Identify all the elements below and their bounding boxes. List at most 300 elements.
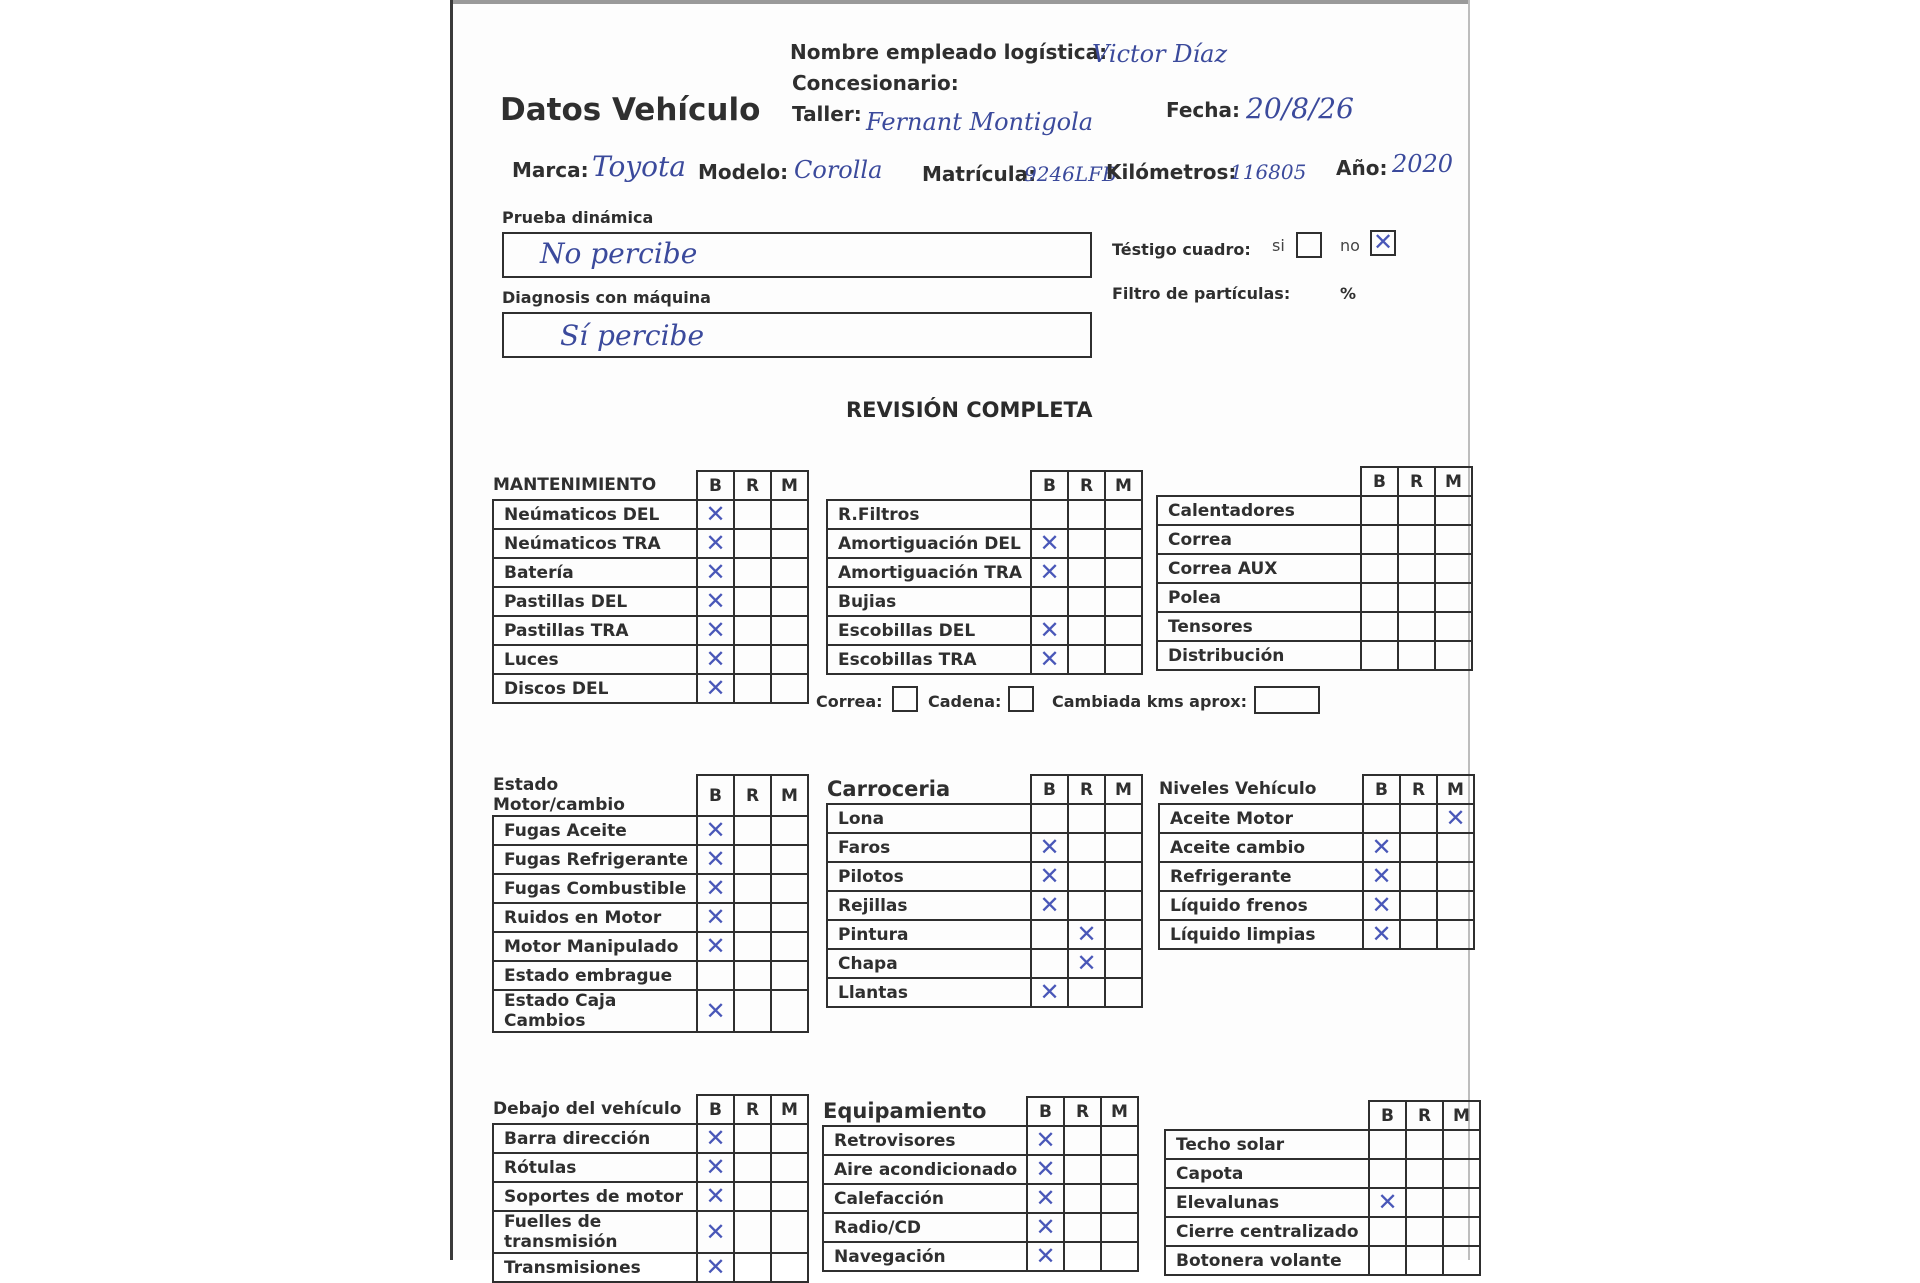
- rating-cell-m[interactable]: [1101, 1126, 1138, 1155]
- rating-cell-b[interactable]: [1369, 1246, 1406, 1275]
- section-title-text: MANTENIMIENTO: [493, 475, 657, 495]
- rating-cell-r[interactable]: [1068, 529, 1105, 558]
- section-title: [823, 1097, 1027, 1126]
- rating-cell-m[interactable]: [1437, 920, 1474, 949]
- rating-cell-m[interactable]: [1437, 891, 1474, 920]
- rating-cell-m[interactable]: [1101, 1184, 1138, 1213]
- column-header-b: B: [1369, 1101, 1406, 1130]
- rating-cell-r[interactable]: [1068, 616, 1105, 645]
- rating-cell-b[interactable]: [697, 961, 734, 990]
- check-mark: ✕: [705, 1153, 726, 1181]
- item-label: Escobillas DEL: [827, 616, 1031, 645]
- check-mark: ✕: [1039, 978, 1060, 1006]
- rating-cell-r[interactable]: [1400, 804, 1437, 833]
- rating-cell-b[interactable]: [1031, 804, 1068, 833]
- rating-cell-r[interactable]: [734, 1182, 771, 1211]
- rating-cell-r[interactable]: [1400, 891, 1437, 920]
- rating-cell-m[interactable]: [771, 1182, 808, 1211]
- rating-cell-m[interactable]: [1105, 529, 1142, 558]
- cadena-label: Cadena:: [928, 692, 1002, 711]
- rating-cell-b[interactable]: [1027, 1184, 1064, 1213]
- check-mark: ✕: [1371, 920, 1392, 948]
- rating-cell-r[interactable]: [734, 845, 771, 874]
- rating-cell-r[interactable]: [734, 529, 771, 558]
- rating-cell-b[interactable]: [1361, 612, 1398, 641]
- item-label: Faros: [827, 833, 1031, 862]
- item-label: Tensores: [1157, 612, 1361, 641]
- rating-cell-b[interactable]: [697, 816, 734, 845]
- date-value[interactable]: 20/8/26: [1246, 92, 1354, 125]
- rating-cell-r[interactable]: [1406, 1246, 1443, 1275]
- check-mark: ✕: [1039, 529, 1060, 557]
- form-title: Datos Vehículo: [500, 92, 761, 128]
- check-mark: ✕: [1076, 920, 1097, 948]
- table-row: [493, 1124, 808, 1153]
- rating-cell-b[interactable]: [1361, 641, 1398, 670]
- rating-cell-m[interactable]: [1105, 500, 1142, 529]
- rating-cell-r[interactable]: [1406, 1188, 1443, 1217]
- rating-cell-r[interactable]: [734, 674, 771, 703]
- rating-cell-m[interactable]: [771, 674, 808, 703]
- plate-value[interactable]: 9246LFB: [1024, 162, 1117, 186]
- model-label: Modelo:: [698, 160, 789, 184]
- rating-cell-m[interactable]: [771, 1253, 808, 1282]
- section-title-text: Equipamiento: [823, 1099, 987, 1123]
- section-header-row: [827, 775, 1142, 804]
- rating-cell-b[interactable]: [697, 1182, 734, 1211]
- column-header-r: R: [734, 1095, 771, 1124]
- employee-label: Nombre empleado logística:: [790, 40, 1108, 64]
- rating-cell-b[interactable]: [1363, 862, 1400, 891]
- rating-cell-b[interactable]: [1031, 645, 1068, 674]
- rating-cell-b[interactable]: [1027, 1242, 1064, 1271]
- section-table-filtros: [826, 470, 1143, 675]
- warning-si-checkbox[interactable]: [1296, 232, 1322, 258]
- km-value[interactable]: 116805: [1230, 160, 1307, 184]
- section-header-row: [827, 471, 1142, 500]
- rating-cell-b[interactable]: [1031, 862, 1068, 891]
- check-mark: ✕: [705, 1253, 726, 1281]
- check-mark: ✕: [1371, 891, 1392, 919]
- section-table-mantenimiento: [492, 470, 809, 704]
- table-row: [493, 874, 808, 903]
- item-label: Retrovisores: [823, 1126, 1027, 1155]
- rating-cell-m[interactable]: [1105, 920, 1142, 949]
- dynamic-test-box[interactable]: [502, 232, 1092, 278]
- column-header-m: M: [771, 1095, 808, 1124]
- rating-cell-r[interactable]: [1398, 525, 1435, 554]
- rating-cell-r[interactable]: [1068, 978, 1105, 1007]
- section-equipamiento: [822, 1096, 1139, 1272]
- section-header-row: [493, 1095, 808, 1124]
- rating-cell-r[interactable]: [1406, 1159, 1443, 1188]
- rating-cell-m[interactable]: [1101, 1213, 1138, 1242]
- rating-cell-r[interactable]: [734, 990, 771, 1032]
- item-label: Aire acondicionado: [823, 1155, 1027, 1184]
- table-row: [1159, 920, 1474, 949]
- item-label: Escobillas TRA: [827, 645, 1031, 674]
- rating-cell-b[interactable]: [1027, 1213, 1064, 1242]
- rating-cell-r[interactable]: [1398, 583, 1435, 612]
- table-row: [827, 862, 1142, 891]
- rating-cell-b[interactable]: [1031, 500, 1068, 529]
- rating-cell-m[interactable]: [771, 616, 808, 645]
- table-row: [1157, 641, 1472, 670]
- rating-cell-b[interactable]: [1369, 1188, 1406, 1217]
- diagnosis-value: Sí percibe: [560, 319, 705, 352]
- year-value[interactable]: 2020: [1392, 150, 1454, 178]
- section-title: [827, 471, 1031, 500]
- model-value[interactable]: Corolla: [794, 156, 883, 184]
- rating-cell-r[interactable]: [1406, 1130, 1443, 1159]
- rating-cell-b[interactable]: [697, 500, 734, 529]
- rating-cell-r[interactable]: [1400, 920, 1437, 949]
- item-label: Capota: [1165, 1159, 1369, 1188]
- kms-label: Cambiada kms aprox:: [1052, 692, 1248, 711]
- table-row: [827, 616, 1142, 645]
- rating-cell-r[interactable]: [734, 500, 771, 529]
- column-header-m: M: [771, 775, 808, 816]
- item-label: Pastillas TRA: [493, 616, 697, 645]
- rating-cell-b[interactable]: [697, 1211, 734, 1253]
- item-label: Amortiguación TRA: [827, 558, 1031, 587]
- item-label: Chapa: [827, 949, 1031, 978]
- rating-cell-r[interactable]: [1400, 833, 1437, 862]
- rating-cell-m[interactable]: [1437, 833, 1474, 862]
- rating-cell-b[interactable]: [1369, 1217, 1406, 1246]
- section-table-niveles: [1158, 774, 1475, 950]
- rating-cell-b[interactable]: [697, 845, 734, 874]
- rating-cell-m[interactable]: [1443, 1246, 1480, 1275]
- rating-cell-b[interactable]: [697, 558, 734, 587]
- rating-cell-m[interactable]: [1101, 1242, 1138, 1271]
- rating-cell-r[interactable]: [1064, 1126, 1101, 1155]
- item-label: Distribución: [1157, 641, 1361, 670]
- column-header-m: M: [1435, 467, 1472, 496]
- rating-cell-m[interactable]: [771, 529, 808, 558]
- table-row: [827, 978, 1142, 1007]
- rating-cell-b[interactable]: [697, 529, 734, 558]
- check-mark: ✕: [705, 500, 726, 528]
- check-mark: ✕: [1039, 833, 1060, 861]
- rating-cell-r[interactable]: [734, 816, 771, 845]
- warning-light-label: Téstigo cuadro:: [1112, 240, 1251, 259]
- column-header-b: B: [1031, 775, 1068, 804]
- warning-no-checkbox[interactable]: [1370, 230, 1396, 256]
- check-mark: ✕: [705, 996, 726, 1025]
- rating-cell-m[interactable]: [771, 1211, 808, 1253]
- item-label: Fugas Combustible: [493, 874, 697, 903]
- rating-cell-r[interactable]: [1398, 641, 1435, 670]
- rating-cell-m[interactable]: [1435, 554, 1472, 583]
- rating-cell-b[interactable]: [1363, 833, 1400, 862]
- check-mark: ✕: [705, 903, 726, 931]
- rating-cell-m[interactable]: [1105, 587, 1142, 616]
- rating-cell-b[interactable]: [697, 587, 734, 616]
- item-label: Soportes de motor: [493, 1182, 697, 1211]
- warning-no-label: no: [1340, 236, 1360, 255]
- column-header-b: B: [1027, 1097, 1064, 1126]
- rating-cell-r[interactable]: [1400, 862, 1437, 891]
- table-row: [1165, 1159, 1480, 1188]
- rating-cell-r[interactable]: [1068, 920, 1105, 949]
- brand-value[interactable]: Toyota: [592, 150, 686, 183]
- rating-cell-b[interactable]: [1031, 587, 1068, 616]
- table-row: [1159, 891, 1474, 920]
- table-row: [493, 1253, 808, 1282]
- item-label: Llantas: [827, 978, 1031, 1007]
- table-row: [1159, 862, 1474, 891]
- employee-value[interactable]: Victor Díaz: [1092, 40, 1228, 68]
- check-mark: ✕: [705, 587, 726, 615]
- rating-cell-r[interactable]: [1068, 891, 1105, 920]
- km-label: Kilómetros:: [1106, 160, 1237, 184]
- rating-cell-b[interactable]: [1031, 529, 1068, 558]
- rating-cell-r[interactable]: [734, 1211, 771, 1253]
- table-row: [493, 1211, 808, 1253]
- table-row: [1157, 554, 1472, 583]
- year-label: Año:: [1336, 156, 1388, 180]
- check-mark: ✕: [705, 845, 726, 873]
- item-label: Fuelles de transmisión: [493, 1211, 697, 1253]
- rating-cell-b[interactable]: [697, 1153, 734, 1182]
- rating-cell-m[interactable]: [1443, 1188, 1480, 1217]
- check-mark: ✕: [705, 1124, 726, 1152]
- table-row: [493, 674, 808, 703]
- rating-cell-r[interactable]: [734, 932, 771, 961]
- rating-cell-r[interactable]: [1398, 496, 1435, 525]
- rating-cell-r[interactable]: [734, 1253, 771, 1282]
- rating-cell-m[interactable]: [1435, 612, 1472, 641]
- rating-cell-m[interactable]: [771, 1124, 808, 1153]
- column-header-r: R: [1406, 1101, 1443, 1130]
- rating-cell-m[interactable]: [1443, 1217, 1480, 1246]
- rating-cell-m[interactable]: [771, 903, 808, 932]
- rating-cell-r[interactable]: [1064, 1242, 1101, 1271]
- rating-cell-m[interactable]: [771, 990, 808, 1032]
- rating-cell-m[interactable]: [771, 845, 808, 874]
- column-header-m: M: [1101, 1097, 1138, 1126]
- rating-cell-b[interactable]: [1361, 496, 1398, 525]
- rating-cell-r[interactable]: [734, 645, 771, 674]
- item-label: Motor Manipulado: [493, 932, 697, 961]
- section-table-motor: [492, 774, 809, 1033]
- check-mark: ✕: [1035, 1155, 1056, 1183]
- section-title: [493, 1095, 697, 1124]
- rating-cell-m[interactable]: [771, 874, 808, 903]
- rating-cell-r[interactable]: [1398, 612, 1435, 641]
- rating-cell-m[interactable]: [1435, 641, 1472, 670]
- rating-cell-r[interactable]: [1068, 833, 1105, 862]
- rating-cell-m[interactable]: [1105, 645, 1142, 674]
- rating-cell-b[interactable]: [697, 1124, 734, 1153]
- table-row: [1157, 612, 1472, 641]
- rating-cell-r[interactable]: [1064, 1213, 1101, 1242]
- table-row: [493, 558, 808, 587]
- table-row: [1159, 833, 1474, 862]
- rating-cell-m[interactable]: [1435, 583, 1472, 612]
- correa-checkbox[interactable]: [892, 686, 918, 712]
- table-row: [823, 1155, 1138, 1184]
- item-label: Botonera volante: [1165, 1246, 1369, 1275]
- revision-title: REVISIÓN COMPLETA: [846, 398, 1093, 422]
- check-mark: ✕: [1035, 1126, 1056, 1154]
- diagnosis-box[interactable]: [502, 312, 1092, 358]
- section-title: [1165, 1101, 1369, 1130]
- rating-cell-r[interactable]: [734, 903, 771, 932]
- check-mark: ✕: [1371, 862, 1392, 890]
- rating-cell-b[interactable]: [1031, 978, 1068, 1007]
- rating-cell-r[interactable]: [734, 616, 771, 645]
- rating-cell-m[interactable]: [771, 645, 808, 674]
- item-label: Amortiguación DEL: [827, 529, 1031, 558]
- item-label: Aceite cambio: [1159, 833, 1363, 862]
- kms-input[interactable]: [1254, 686, 1320, 714]
- rating-cell-r[interactable]: [1406, 1217, 1443, 1246]
- rating-cell-m[interactable]: [1435, 496, 1472, 525]
- rating-cell-r[interactable]: [1068, 862, 1105, 891]
- rating-cell-b[interactable]: [697, 674, 734, 703]
- column-header-r: R: [734, 471, 771, 500]
- rating-cell-r[interactable]: [1398, 554, 1435, 583]
- rating-cell-m[interactable]: [1105, 616, 1142, 645]
- cadena-checkbox[interactable]: [1008, 686, 1034, 712]
- table-row: [827, 587, 1142, 616]
- column-header-r: R: [1068, 775, 1105, 804]
- table-row: [493, 616, 808, 645]
- check-mark: ✕: [705, 616, 726, 644]
- rating-cell-b[interactable]: [1363, 804, 1400, 833]
- rating-cell-b[interactable]: [1363, 920, 1400, 949]
- column-header-r: R: [1064, 1097, 1101, 1126]
- section-distribucion: [1156, 466, 1473, 671]
- workshop-value[interactable]: Fernant Montigola: [866, 108, 1094, 136]
- rating-cell-r[interactable]: [734, 961, 771, 990]
- rating-cell-r[interactable]: [1064, 1155, 1101, 1184]
- plate-label: Matrícula:: [922, 162, 1037, 186]
- section-title-text: Niveles Vehículo: [1159, 779, 1317, 799]
- section-title-text: Estado Motor/cambio: [493, 775, 625, 815]
- rating-cell-m[interactable]: [1105, 558, 1142, 587]
- rating-cell-b[interactable]: [697, 932, 734, 961]
- date-label: Fecha:: [1166, 98, 1241, 122]
- rating-cell-m[interactable]: [1437, 804, 1474, 833]
- section-filtros: [826, 470, 1143, 675]
- column-header-b: B: [697, 775, 734, 816]
- rating-cell-m[interactable]: [1105, 862, 1142, 891]
- rating-cell-r[interactable]: [1068, 558, 1105, 587]
- rating-cell-r[interactable]: [1068, 500, 1105, 529]
- rating-cell-b[interactable]: [1031, 558, 1068, 587]
- rating-cell-b[interactable]: [697, 903, 734, 932]
- rating-cell-m[interactable]: [771, 500, 808, 529]
- check-mark: ✕: [705, 558, 726, 586]
- rating-cell-r[interactable]: [1068, 804, 1105, 833]
- rating-cell-b[interactable]: [1031, 891, 1068, 920]
- table-row: [493, 932, 808, 961]
- rating-cell-m[interactable]: [771, 816, 808, 845]
- rating-cell-b[interactable]: [1369, 1130, 1406, 1159]
- rating-cell-b[interactable]: [1361, 554, 1398, 583]
- section-niveles: [1158, 774, 1475, 950]
- rating-cell-b[interactable]: [1361, 583, 1398, 612]
- rating-cell-m[interactable]: [1437, 862, 1474, 891]
- workshop-label: Taller:: [792, 102, 862, 126]
- rating-cell-b[interactable]: [1031, 920, 1068, 949]
- column-header-m: M: [771, 471, 808, 500]
- rating-cell-b[interactable]: [697, 645, 734, 674]
- rating-cell-r[interactable]: [734, 1124, 771, 1153]
- rating-cell-m[interactable]: [1105, 804, 1142, 833]
- rating-cell-r[interactable]: [1068, 949, 1105, 978]
- rating-cell-m[interactable]: [771, 558, 808, 587]
- column-header-b: B: [697, 1095, 734, 1124]
- table-row: [1157, 525, 1472, 554]
- rating-cell-r[interactable]: [1064, 1184, 1101, 1213]
- rating-cell-m[interactable]: [771, 961, 808, 990]
- section-header-row: [493, 471, 808, 500]
- rating-cell-b[interactable]: [1027, 1155, 1064, 1184]
- rating-cell-r[interactable]: [734, 1153, 771, 1182]
- rating-cell-m[interactable]: [771, 587, 808, 616]
- item-label: Correa: [1157, 525, 1361, 554]
- rating-cell-m[interactable]: [771, 1153, 808, 1182]
- rating-cell-b[interactable]: [1363, 891, 1400, 920]
- table-row: [827, 804, 1142, 833]
- rating-cell-b[interactable]: [1031, 833, 1068, 862]
- table-row: [1157, 583, 1472, 612]
- rating-cell-m[interactable]: [1105, 949, 1142, 978]
- rating-cell-b[interactable]: [1027, 1126, 1064, 1155]
- rating-cell-b[interactable]: [1031, 616, 1068, 645]
- rating-cell-m[interactable]: [1105, 978, 1142, 1007]
- rating-cell-m[interactable]: [1101, 1155, 1138, 1184]
- rating-cell-b[interactable]: [697, 874, 734, 903]
- table-row: [827, 949, 1142, 978]
- section-table-equipamiento: [822, 1096, 1139, 1272]
- warning-no-mark: ✕: [1373, 228, 1394, 256]
- item-label: Pilotos: [827, 862, 1031, 891]
- rating-cell-b[interactable]: [697, 1253, 734, 1282]
- rating-cell-r[interactable]: [1068, 645, 1105, 674]
- rating-cell-m[interactable]: [1105, 891, 1142, 920]
- column-header-m: M: [1105, 775, 1142, 804]
- rating-cell-b[interactable]: [697, 616, 734, 645]
- rating-cell-r[interactable]: [1068, 587, 1105, 616]
- rating-cell-b[interactable]: [1369, 1159, 1406, 1188]
- rating-cell-m[interactable]: [1435, 525, 1472, 554]
- check-mark: ✕: [705, 932, 726, 960]
- section-title: [1159, 775, 1363, 804]
- section-title: [1157, 467, 1361, 496]
- table-row: [1165, 1130, 1480, 1159]
- rating-cell-r[interactable]: [734, 587, 771, 616]
- rating-cell-b[interactable]: [697, 990, 734, 1032]
- check-mark: ✕: [705, 674, 726, 702]
- item-label: Luces: [493, 645, 697, 674]
- rating-cell-b[interactable]: [1031, 949, 1068, 978]
- rating-cell-r[interactable]: [734, 558, 771, 587]
- rating-cell-m[interactable]: [1443, 1159, 1480, 1188]
- item-label: Calentadores: [1157, 496, 1361, 525]
- rating-cell-b[interactable]: [1361, 525, 1398, 554]
- rating-cell-m[interactable]: [1105, 833, 1142, 862]
- rating-cell-m[interactable]: [1443, 1130, 1480, 1159]
- column-header-m: M: [1443, 1101, 1480, 1130]
- rating-cell-r[interactable]: [734, 874, 771, 903]
- table-row: [493, 645, 808, 674]
- rating-cell-m[interactable]: [771, 932, 808, 961]
